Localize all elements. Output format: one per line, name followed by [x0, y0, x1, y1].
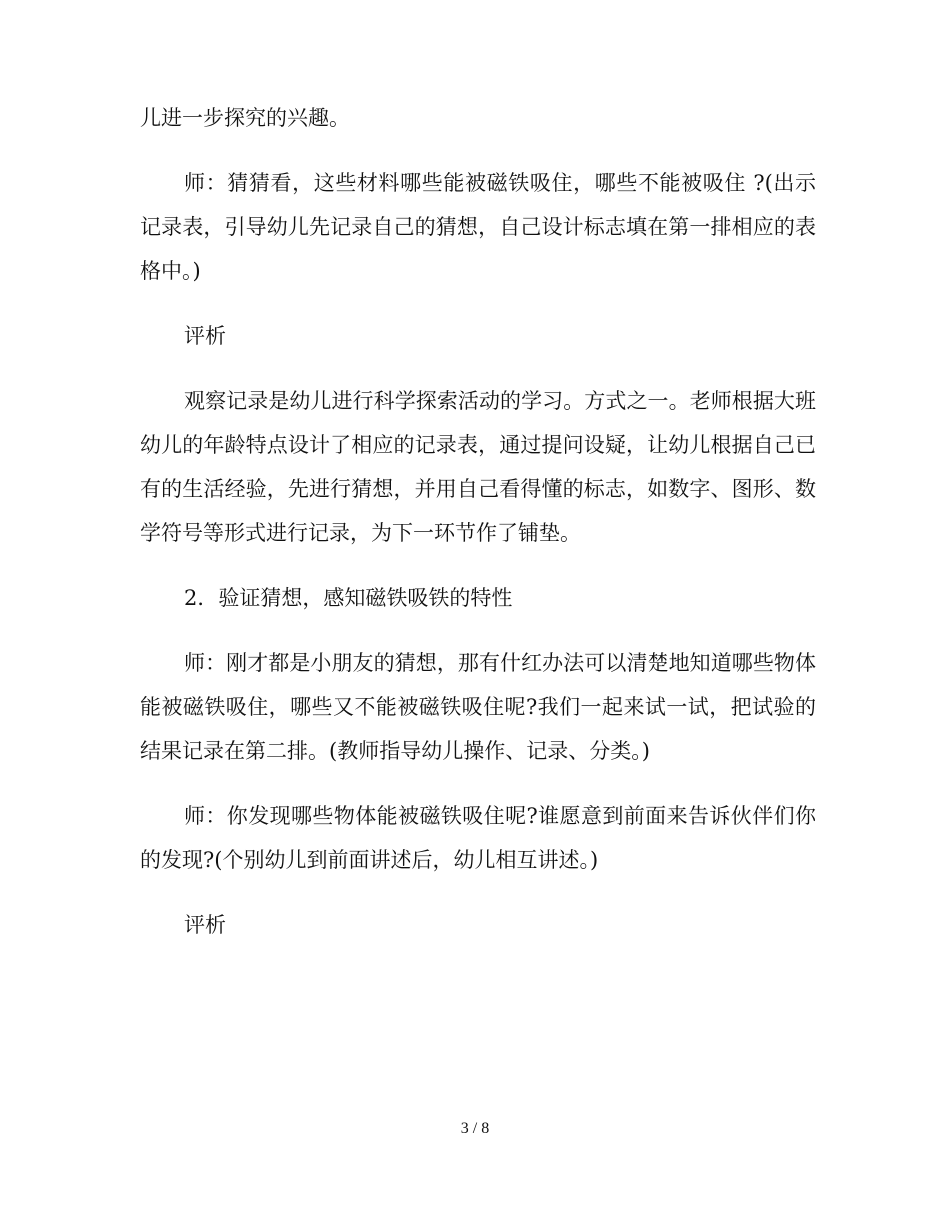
paragraph-teacher-guess: 师：猜猜看，这些材料哪些能被磁铁吸住，哪些不能被吸住 ?(出示记录表，引导幼儿先记录自己的猜想，自己设计标志填在第一排相应的表格中。): [140, 171, 816, 283]
paragraph-observation-record: 观察记录是幼儿进行科学探索活动的学习。方式之一。老师根据大班幼儿的年龄特点设计了相应的记录表，通过提问设疑，让幼儿根据自己已有的生活经验，先进行猜想，并用自己看得懂的标志，如数字、图形、数学符号等形式进行记录，为下一环节作了铺垫。: [140, 389, 816, 545]
paragraph-analysis-heading-2: 评析: [184, 913, 226, 937]
document-body: [140, 96, 816, 968]
paragraph-analysis-heading: 评析: [184, 324, 226, 348]
section-heading-verify-guess: 2．验证猜想，感知磁铁吸铁的特性: [184, 586, 513, 610]
paragraph-continuation: 儿进一步探究的兴趣。: [140, 106, 350, 130]
paragraph-teacher-discovery: 师：你发现哪些物体能被磁铁吸住呢?谁愿意到前面来告诉伙伴们你的发现?(个别幼儿到前面讲述后，幼儿相互讲述。): [140, 804, 816, 872]
page-number: 3 / 8: [460, 1120, 490, 1137]
paragraph-teacher-experiment: 师：刚才都是小朋友的猜想，那有什红办法可以清楚地知道哪些物体能被磁铁吸住，哪些又不能被磁铁吸住呢?我们一起来试一试，把试验的结果记录在第二排。(教师指导幼儿操作、记录、分类。): [140, 651, 816, 763]
